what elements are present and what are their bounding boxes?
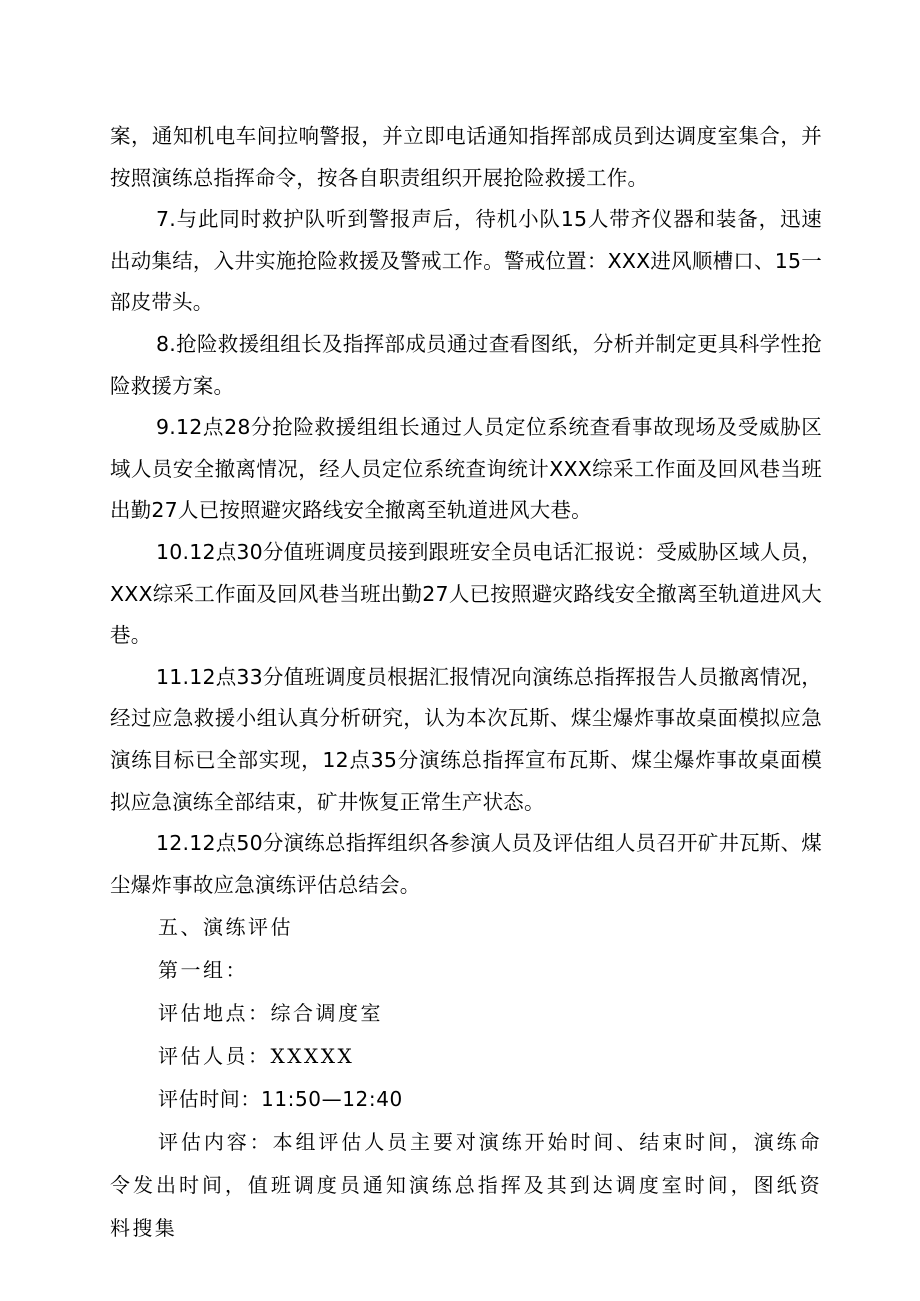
eval-location: 评估地点：综合调度室 <box>158 1001 383 1026</box>
eval-personnel: 评估人员：XXXXX <box>158 1044 355 1069</box>
document-body <box>110 116 822 1250</box>
paragraph-item-9: 9.12点28分抢险救援组组长通过人员定位系统查看事故现场及受威胁区域人员安全撤离情况，经人员定位系统查询统计XXX综采工作面及回风巷当班出勤27人已按照避灾路线安全撤离至轨道进风大巷。 <box>110 415 822 523</box>
paragraph-continued: 案，通知机电车间拉响警报，并立即电话通知指挥部成员到达调度室集合，并按照演练总指挥命令，按各自职责组织开展抢险救援工作。 <box>110 124 822 190</box>
eval-content: 评估内容：本组评估人员主要对演练开始时间、结束时间，演练命令发出时间，值班调度员通知演练总指挥及其到达调度室时间，图纸资料搜集 <box>110 1130 822 1241</box>
paragraph-item-8: 8.抢险救援组组长及指挥部成员通过查看图纸，分析并制定更具科学性抢险救援方案。 <box>110 331 822 398</box>
paragraph-item-7: 7.与此同时救护队听到警报声后，待机小队15人带齐仪器和装备，迅速出动集结，入井实施抢险救援及警戒工作。警戒位置：XXX进风顺槽口、15一部皮带头。 <box>110 207 822 315</box>
paragraph-item-12: 12.12点50分演练总指挥组织各参演人员及评估组人员召开矿井瓦斯、煤尘爆炸事故应急演练评估总结会。 <box>110 831 822 897</box>
paragraph-item-10: 10.12点30分值班调度员接到跟班安全员电话汇报说：受威胁区域人员，XXX综采工作面及回风巷当班出勤27人已按照避灾路线安全撤离至轨道进风大巷。 <box>110 539 822 648</box>
group-label: 第一组： <box>158 958 248 983</box>
paragraph-item-11: 11.12点33分值班调度员根据汇报情况向演练总指挥报告人员撤离情况，经过应急救援小组认真分析研究，认为本次瓦斯、煤尘爆炸事故桌面模拟应急演练目标已全部实现，12点35分演练总指挥宣布瓦斯、煤尘爆炸事故桌面模拟应急演练全部结束，矿井恢复正常生产状态。 <box>110 664 822 814</box>
section-title: 五、演练评估 <box>158 915 293 940</box>
eval-time: 评估时间：11:50—12:40 <box>158 1087 403 1112</box>
